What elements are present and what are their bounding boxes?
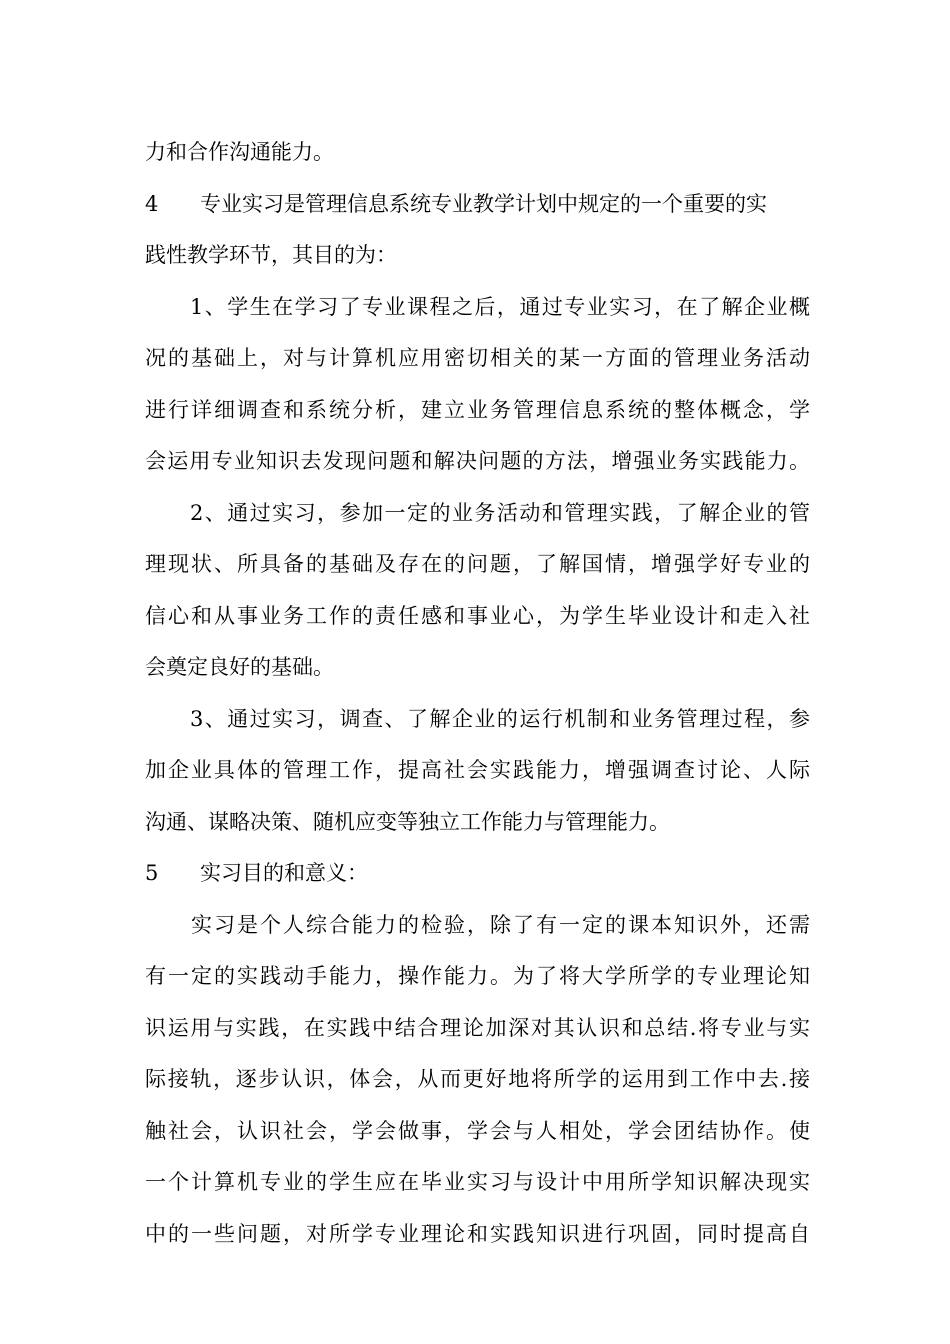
paragraph-line: 2、通过实习，参加一定的业务活动和管理实践，了解企业的管 bbox=[145, 500, 810, 525]
document-body bbox=[145, 127, 810, 1260]
paragraph-line: 际接轨，逐步认识，体会，从而更好地将所学的运用到工作中去.接 bbox=[145, 1067, 810, 1091]
section-number: 5 bbox=[145, 861, 159, 885]
paragraph-line: 触社会，认识社会，学会做事，学会与人相处，学会团结协作。使 bbox=[145, 1118, 810, 1143]
paragraph-line: 践性教学环节，其目的为： bbox=[145, 243, 397, 267]
paragraph-line: 沟通、谋略决策、随机应变等独立工作能力与管理能力。 bbox=[145, 809, 670, 834]
section-number: 4 bbox=[145, 191, 159, 216]
paragraph-line: 3、通过实习，调查、了解企业的运行机制和业务管理过程，参 bbox=[145, 706, 810, 731]
paragraph-line: 信心和从事业务工作的责任感和事业心，为学生毕业设计和走入社 bbox=[145, 603, 810, 628]
paragraph-line: 中的一些问题，对所学专业理论和实践知识进行巩固，同时提高自 bbox=[145, 1221, 810, 1246]
paragraph-line: 会奠定良好的基础。 bbox=[145, 655, 334, 679]
paragraph-line: 力和合作沟通能力。 bbox=[145, 140, 334, 164]
paragraph-line: 加企业具体的管理工作，提高社会实践能力，增强调查讨论、人际 bbox=[145, 758, 810, 782]
paragraph-line: 识运用与实践，在实践中结合理论加深对其认识和总结.将专业与实 bbox=[145, 1015, 810, 1040]
section-heading-text: 实习目的和意义： bbox=[200, 861, 368, 885]
section-heading-text: 专业实习是管理信息系统专业教学计划中规定的一个重要的实 bbox=[200, 191, 767, 216]
paragraph-line: 实习是个人综合能力的检验，除了有一定的课本知识外，还需 bbox=[145, 912, 810, 937]
paragraph-line: 进行详细调查和系统分析，建立业务管理信息系统的整体概念，学 bbox=[145, 397, 810, 422]
paragraph-line: 理现状、所具备的基础及存在的问题，了解国情，增强学好专业的 bbox=[145, 552, 810, 576]
paragraph-line: 一个计算机专业的学生应在毕业实习与设计中用所学知识解决现实 bbox=[145, 1170, 810, 1194]
section-heading-4 bbox=[145, 179, 810, 231]
paragraph-line: 1、学生在学习了专业课程之后，通过专业实习，在了解企业概 bbox=[145, 294, 810, 319]
paragraph-line: 况的基础上，对与计算机应用密切相关的某一方面的管理业务活动 bbox=[145, 346, 810, 370]
paragraph-line: 有一定的实践动手能力，操作能力。为了将大学所学的专业理论知 bbox=[145, 964, 810, 988]
paragraph-line: 会运用专业知识去发现问题和解决问题的方法，增强业务实践能力。 bbox=[145, 449, 810, 473]
section-heading-5 bbox=[145, 848, 810, 900]
